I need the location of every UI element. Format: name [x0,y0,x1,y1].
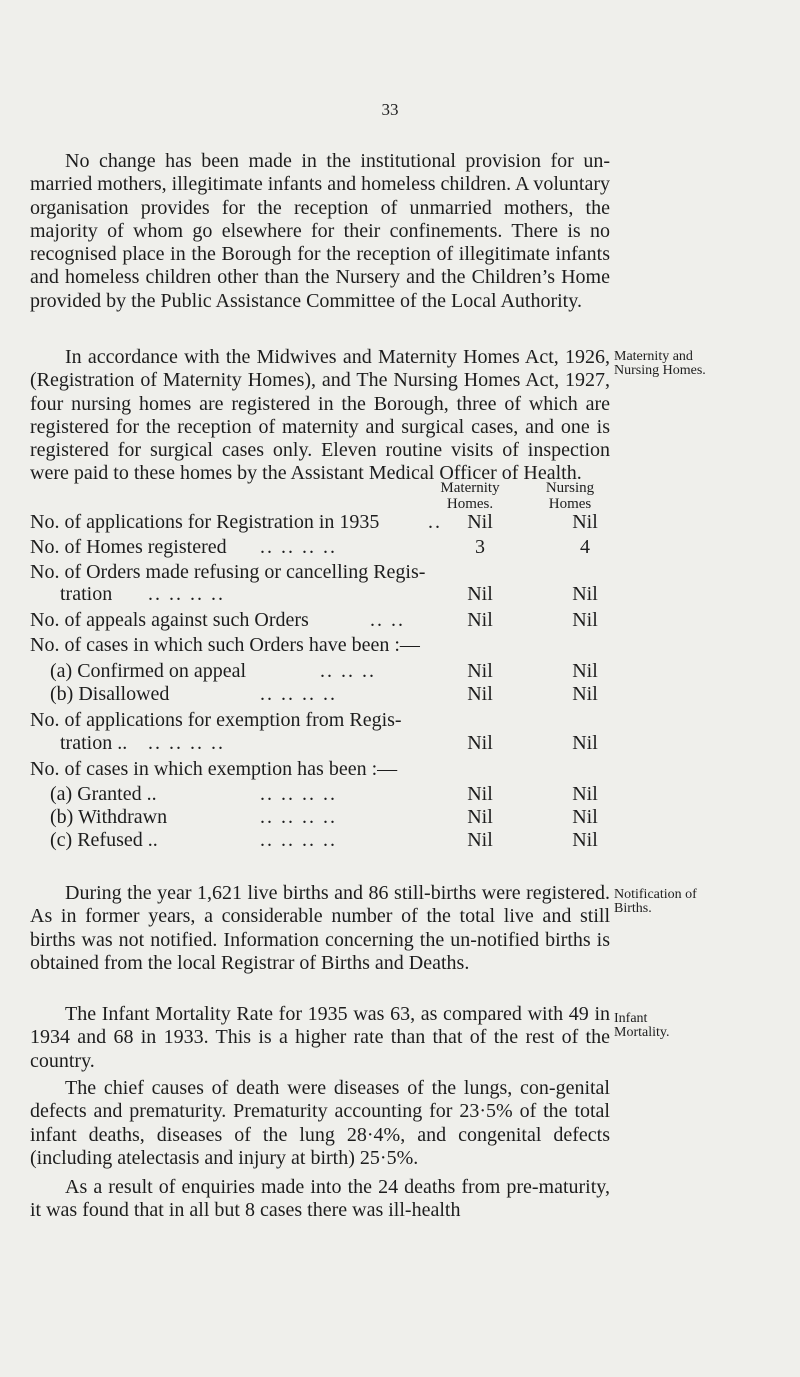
table-row [30,731,620,757]
row-label: No. of appeals against such Orders [30,609,309,631]
table-header-nursing [525,480,615,512]
leader-dots: .. .. .. [320,660,376,682]
maternity-value: Nil [467,683,493,705]
row-label: (c) Refused .. [50,829,158,851]
margin-note-maternity-nursing-homes: Maternity and Nursing Homes. [614,349,706,378]
leader-dots: .. .. .. .. [260,783,337,805]
paragraph-causes-of-death: The chief causes of death were diseases of the lungs, con-genital defects and prematurity. Prematurity accounting for 23·5% of the total infant deaths, diseases of the lung 28·4%, and congenital defects (including atelectasis and injury at birth) 25·5%. [30,1077,610,1169]
table-header-nursing-line2: Homes [548,496,592,512]
nursing-value: Nil [572,583,598,605]
nursing-value: 4 [580,536,590,558]
paragraph-institutional-provision: No change has been made in the institutional provision for un-married mothers, illegitimate infants and homeless children. A voluntary organisation provides for the reception of unmarried mothers, the majority of whom go elsewhere for their confinements. There is no recognised place in the Borough for the reception of illegitimate infants and homeless children other than the Nursery and the Children’s Home provided by the Public Assistance Committee of the Local Authority. [30,150,610,312]
maternity-value: Nil [467,806,493,828]
nursing-value: Nil [572,829,598,851]
maternity-value: 3 [475,536,485,558]
margin-note-infant-mortality: Infant Mortality. [614,1011,670,1040]
leader-dots: .. .. .. .. [260,806,337,828]
table-row [30,633,620,659]
row-label: No. of Orders made refusing or cancelling Regis- [30,561,426,583]
row-label: No. of Homes registered [30,536,227,558]
maternity-value: Nil [467,660,493,682]
row-label: (b) Disallowed [50,683,170,705]
leader-dots: .. .. .. .. [260,536,337,558]
row-label: No. of applications for Registration in 1935 [30,511,380,533]
table-row [30,582,620,608]
table-row [30,757,620,783]
leader-dots: .. [428,511,442,533]
leader-dots: .. .. [370,609,405,631]
table-header-maternity-line1: Maternity [440,480,500,496]
paragraph-notification-of-births: During the year 1,621 live births and 86 still-births were registered. As in former years, a considerable number of the total live and still births was not notified. Information concerning the un-notified births is obtained from the local Registrar of Births and Deaths. [30,882,610,974]
nursing-value: Nil [572,683,598,705]
table-row [30,682,620,708]
paragraph-infant-mortality-rate: The Infant Mortality Rate for 1935 was 63, as compared with 49 in 1934 and 68 in 1933. This is a higher rate than that of the rest of the country. [30,1003,610,1072]
table-header-maternity-line2: Homes. [446,496,494,512]
paragraph-maternity-homes-act: In accordance with the Midwives and Maternity Homes Act, 1926, (Registration of Maternity Homes), and The Nursing Homes Act, 1927, four nursing homes are registered in the Borough, three of which are registered for the reception of maternity and surgical cases, and one is registered for surgical cases only. Eleven routine visits of inspection were paid to these homes by the Assistant Medical Officer of Health. [30,346,610,485]
maternity-value: Nil [467,783,493,805]
row-label: No. of cases in which such Orders have been :— [30,634,420,656]
table-row [30,608,620,634]
row-label: tration [60,583,113,605]
row-label: (a) Confirmed on appeal [50,660,247,682]
table-header-nursing-line1: Nursing [545,480,595,496]
table-row [30,535,620,561]
leader-dots: .. .. .. .. [260,683,337,705]
maternity-value: Nil [467,583,493,605]
row-label: tration .. [60,732,128,754]
maternity-value: Nil [467,609,493,631]
nursing-value: Nil [572,609,598,631]
maternity-value: Nil [467,732,493,754]
margin-note-notification-of-births: Notification of Births. [614,887,697,916]
leader-dots: .. .. .. .. [148,732,225,754]
table-header-maternity [420,480,520,512]
table-row [30,828,620,854]
nursing-value: Nil [572,660,598,682]
nursing-value: Nil [572,511,598,533]
row-label: (b) Withdrawn [50,806,168,828]
table-row [30,510,620,536]
paragraph-prematurity-enquiries: As a result of enquiries made into the 24 deaths from pre-maturity, it was found that in all but 8 cases there was ill-health [30,1176,610,1222]
nursing-value: Nil [572,806,598,828]
page-number: 33 [381,100,399,119]
row-label: (a) Granted .. [50,783,157,805]
leader-dots: .. .. .. .. [148,583,225,605]
maternity-value: Nil [467,511,493,533]
row-label: No. of cases in which exemption has been :— [30,758,398,780]
row-label: No. of applications for exemption from Regis- [30,709,402,731]
maternity-value: Nil [467,829,493,851]
nursing-value: Nil [572,732,598,754]
leader-dots: .. .. .. .. [260,829,337,851]
nursing-value: Nil [572,783,598,805]
